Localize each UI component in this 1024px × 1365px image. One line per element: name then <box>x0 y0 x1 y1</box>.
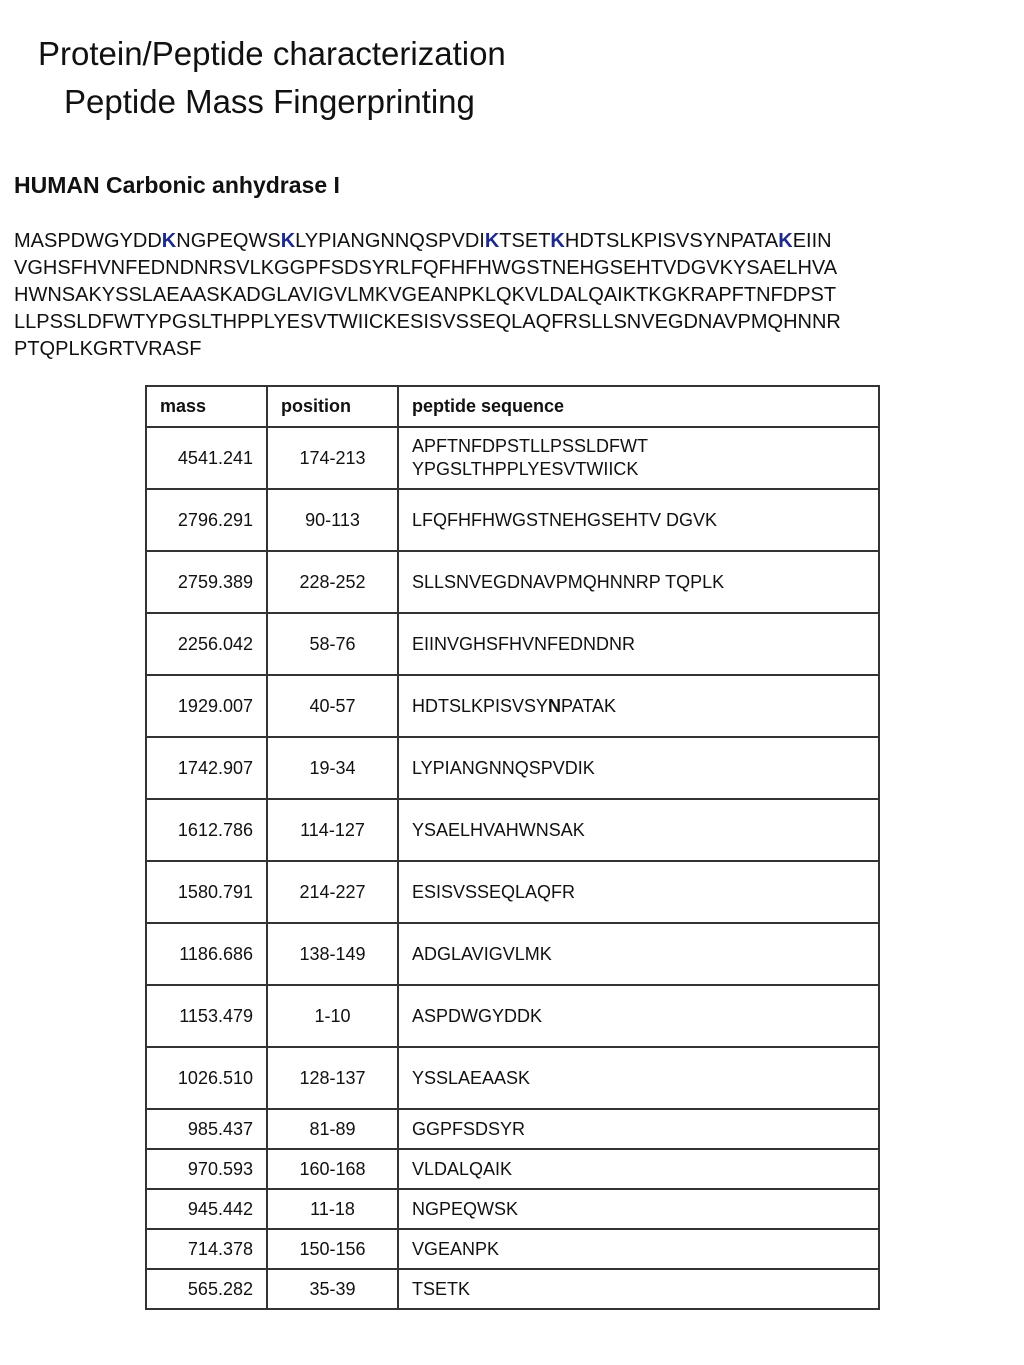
peptide-line <box>412 458 878 481</box>
cell-mass: 565.282 <box>146 1269 267 1309</box>
peptide-line <box>412 571 878 594</box>
peptide-line <box>412 1198 878 1221</box>
cell-peptide-sequence <box>398 1109 879 1149</box>
peptide-line <box>412 757 878 780</box>
peptide-line <box>412 633 878 656</box>
cell-position: 150-156 <box>267 1229 398 1269</box>
sequence-segment: ESISVSSEQLAQFR <box>412 881 576 902</box>
cleavage-site-k: K <box>280 230 296 252</box>
cell-peptide-sequence <box>398 737 879 799</box>
sequence-segment: TSET <box>499 230 551 252</box>
page-title: Protein/Peptide characterization <box>38 35 506 72</box>
cell-mass: 2256.042 <box>146 613 267 675</box>
table-row <box>146 985 879 1047</box>
header-peptide-sequence: peptide sequence <box>398 386 879 427</box>
cell-position: 40-57 <box>267 675 398 737</box>
sequence-segment: EIINVGHSFHVNFEDNDNR <box>412 633 636 654</box>
sequence-segment: TSETK <box>412 1278 471 1299</box>
cell-position: 81-89 <box>267 1109 398 1149</box>
table-row <box>146 1109 879 1149</box>
peptide-line <box>412 1238 878 1261</box>
peptide-line <box>412 1158 878 1181</box>
page-subtitle: Peptide Mass Fingerprinting <box>64 83 475 120</box>
cleavage-site-k: K <box>484 230 500 252</box>
table-row <box>146 1047 879 1109</box>
sequence-line <box>14 255 841 282</box>
cell-position: 90-113 <box>267 489 398 551</box>
cell-peptide-sequence <box>398 1269 879 1309</box>
cell-mass: 4541.241 <box>146 427 267 489</box>
sequence-segment: VGEANPK <box>412 1238 500 1259</box>
table-row <box>146 861 879 923</box>
cell-position: 214-227 <box>267 861 398 923</box>
table-row <box>146 551 879 613</box>
cell-mass: 1929.007 <box>146 675 267 737</box>
table-row <box>146 1229 879 1269</box>
cell-mass: 2796.291 <box>146 489 267 551</box>
sequence-segment: NGPEQWSK <box>412 1198 519 1219</box>
sequence-segment: GGPFSDSYR <box>412 1118 526 1139</box>
sequence-segment: VLDALQAIK <box>412 1158 513 1179</box>
peptide-line <box>412 1118 878 1141</box>
cell-peptide-sequence <box>398 675 879 737</box>
cell-position: 35-39 <box>267 1269 398 1309</box>
table-row <box>146 489 879 551</box>
sequence-segment: HDTSLKPISVSY <box>412 695 549 716</box>
sequence-segment: YSSLAEAASK <box>412 1067 531 1088</box>
cell-mass: 2759.389 <box>146 551 267 613</box>
peptide-line <box>412 819 878 842</box>
sequence-segment: YSAELHVAHWNSAK <box>412 819 585 840</box>
cell-peptide-sequence <box>398 1229 879 1269</box>
table-row <box>146 1269 879 1309</box>
cell-mass: 945.442 <box>146 1189 267 1229</box>
cell-peptide-sequence <box>398 923 879 985</box>
table-header-row <box>146 386 879 427</box>
sequence-segment: NGPEQWS <box>176 230 281 252</box>
cell-position: 58-76 <box>267 613 398 675</box>
cell-mass: 714.378 <box>146 1229 267 1269</box>
sequence-segment: PATAK <box>561 695 617 716</box>
cell-peptide-sequence <box>398 551 879 613</box>
cell-mass: 1580.791 <box>146 861 267 923</box>
cell-mass: 1026.510 <box>146 1047 267 1109</box>
cell-peptide-sequence <box>398 613 879 675</box>
table-row <box>146 799 879 861</box>
cell-mass: 1612.786 <box>146 799 267 861</box>
cell-peptide-sequence <box>398 427 879 489</box>
peptide-line <box>412 881 878 904</box>
sequence-line <box>14 309 841 336</box>
sequence-segment: LYPIANGNNQSPVDI <box>295 230 485 252</box>
cleavage-site-k: K <box>550 230 565 252</box>
peptide-table <box>145 385 880 1310</box>
cleavage-site-k: K <box>778 230 793 252</box>
sequence-segment: MASPDWGYDD <box>14 230 162 252</box>
sequence-line <box>14 336 841 363</box>
peptide-line <box>412 1278 878 1301</box>
header-mass: mass <box>146 386 267 427</box>
sequence-segment: YPGSLTHPPLYESVTWIICK <box>412 459 639 479</box>
table-row <box>146 613 879 675</box>
sequence-segment: VGHSFHVNFEDNDNRSVLKGGPFSDSYRLFQFHFHWGSTNEHGSEHTVDGVKYSAELHVA <box>14 257 838 279</box>
cell-position: 160-168 <box>267 1149 398 1189</box>
sequence-segment: HWNSAKYSSLAEAASKADGLAVIGVLMKVGEANPKLQKVLDALQAIKTKGKRAPFTNFDPST <box>14 284 837 306</box>
cell-peptide-sequence <box>398 1189 879 1229</box>
cell-mass: 985.437 <box>146 1109 267 1149</box>
modified-residue: N <box>548 695 562 716</box>
peptide-line <box>412 435 878 458</box>
sequence-segment: LFQFHFHWGSTNEHGSEHTV DGVK <box>412 509 718 530</box>
table-row <box>146 1149 879 1189</box>
cell-position: 174-213 <box>267 427 398 489</box>
cell-peptide-sequence <box>398 799 879 861</box>
cell-position: 19-34 <box>267 737 398 799</box>
protein-sequence <box>14 228 841 363</box>
peptide-line <box>412 509 878 532</box>
sequence-line <box>14 228 841 255</box>
sequence-segment: PTQPLKGRTVRASF <box>14 338 202 360</box>
cell-peptide-sequence <box>398 861 879 923</box>
cell-mass: 970.593 <box>146 1149 267 1189</box>
cell-position: 138-149 <box>267 923 398 985</box>
table-row <box>146 427 879 489</box>
cell-position: 228-252 <box>267 551 398 613</box>
header-position: position <box>267 386 398 427</box>
protein-name: HUMAN Carbonic anhydrase I <box>14 172 340 198</box>
sequence-segment: LYPIANGNNQSPVDIK <box>412 757 595 778</box>
cell-mass: 1742.907 <box>146 737 267 799</box>
sequence-segment: ASPDWGYDDK <box>412 1005 543 1026</box>
cell-position: 1-10 <box>267 985 398 1047</box>
peptide-line <box>412 1067 878 1090</box>
cell-peptide-sequence <box>398 985 879 1047</box>
peptide-line <box>412 695 878 718</box>
cell-peptide-sequence <box>398 489 879 551</box>
cell-position: 114-127 <box>267 799 398 861</box>
sequence-line <box>14 282 841 309</box>
sequence-segment: SLLSNVEGDNAVPMQHNNRP TQPLK <box>412 571 725 592</box>
peptide-line <box>412 943 878 966</box>
cell-position: 11-18 <box>267 1189 398 1229</box>
table-row <box>146 1189 879 1229</box>
peptide-line <box>412 1005 878 1028</box>
cell-mass: 1186.686 <box>146 923 267 985</box>
cleavage-site-k: K <box>161 230 177 252</box>
cell-position: 128-137 <box>267 1047 398 1109</box>
cell-peptide-sequence <box>398 1047 879 1109</box>
sequence-segment: ADGLAVIGVLMK <box>412 943 552 964</box>
sequence-segment: HDTSLKPISVSYNPATA <box>564 230 779 252</box>
sequence-segment: LLPSSLDFWTYPGSLTHPPLYESVTWIICKESISVSSEQLAQFRSLLSNVEGDNAVPMQHNNR <box>14 311 841 333</box>
sequence-segment: APFTNFDPSTLLPSSLDFWT <box>412 436 649 456</box>
cell-mass: 1153.479 <box>146 985 267 1047</box>
sequence-segment: EIIN <box>792 230 832 252</box>
table-row <box>146 675 879 737</box>
table-row <box>146 923 879 985</box>
table-row <box>146 737 879 799</box>
cell-peptide-sequence <box>398 1149 879 1189</box>
